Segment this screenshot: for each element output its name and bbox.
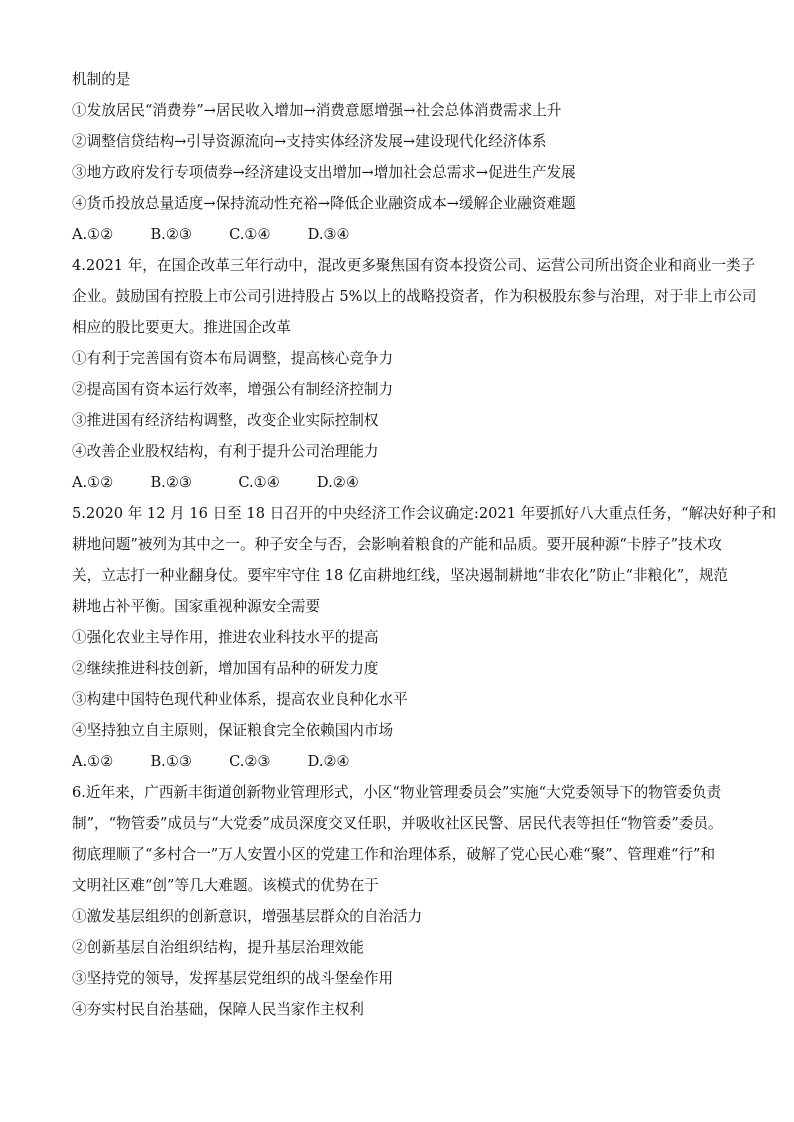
document-page — [72, 64, 777, 1025]
answer-item: ①激发基层组织的创新意识，增强基层群众的自治活力 — [72, 908, 423, 925]
question-stem-tail: 机制的是 — [72, 71, 131, 88]
answer-item: ③地方政府发行专项债券→经济建设支出增加→增加社会总需求→促进生产发展 — [72, 164, 576, 181]
answer-item: ②继续推进科技创新，增加国有品种的研发力度 — [72, 660, 379, 677]
answer-item: ③构建中国特色现代种业体系，提高农业良种化水平 — [72, 691, 408, 708]
answer-item: ②调整信贷结构→引导资源流向→支持实体经济发展→建设现代化经济体系 — [72, 133, 547, 150]
question-stem-line: 制”，“物管委”成员与“大党委”成员深度交叉任职，并吸收社区民警、居民代表等担任“物管委”委员。 — [72, 815, 723, 832]
answer-options: A.①② B.②③ C.①④ D.②④ — [72, 474, 359, 491]
answer-options: A.①② B.②③ C.①④ D.③④ — [72, 226, 350, 243]
question-stem-line: 耕地占补平衡。国家重视种源安全需要 — [72, 598, 321, 615]
question-stem-line: 4.2021 年，在国企改革三年行动中，混改更多聚焦国有资本投资公司、运营公司所出资企业和商业一类子 — [72, 257, 756, 274]
question-stem-line: 耕地问题”被列为其中之一。种子安全与否，会影响着粮食的产能和品质。要开展种源“卡脖子”技术攻 — [72, 536, 722, 553]
answer-item: ②创新基层自治组织结构，提升基层治理效能 — [72, 939, 364, 956]
answer-item: ④改善企业股权结构，有利于提升公司治理能力 — [72, 443, 379, 460]
answer-item: ④夯实村民自治基础，保障人民当家作主权利 — [72, 1001, 364, 1018]
answer-item: ①发放居民“消费券”→居民收入增加→消费意愿增强→社会总体消费需求上升 — [72, 102, 562, 119]
question-stem-line: 6.近年来，广西新丰街道创新物业管理形式，小区“物业管理委员会”实施“大党委领导下的物管委负责 — [72, 784, 722, 801]
answer-item: ③坚持党的领导，发挥基层党组织的战斗堡垒作用 — [72, 970, 394, 987]
question-stem-line: 相应的股比要更大。推进国企改革 — [72, 319, 291, 336]
question-stem-line: 关，立志打一种业翻身仗。要牢牢守住 18 亿亩耕地红线，坚决遏制耕地“非农化”防止“非粮化”，规范 — [72, 567, 729, 584]
question-6 — [72, 777, 732, 1025]
question-stem-line: 5.2020 年 12 月 16 日至 18 日召开的中央经济工作会议确定:2021 年要抓好八大重点任务，“解决好种子和 — [72, 505, 777, 522]
question-3 — [72, 64, 732, 250]
answer-item: ④货币投放总量适度→保持流动性充裕→降低企业融资成本→缓解企业融资难题 — [72, 195, 576, 212]
question-5 — [72, 498, 777, 777]
question-stem-line: 彻底理顺了“多村合一”万人安置小区的党建工作和治理体系，破解了党心民心难“聚”、管理难“行”和 — [72, 846, 716, 863]
answer-item: ①强化农业主导作用，推进农业科技水平的提高 — [72, 629, 379, 646]
answer-item: ①有利于完善国有资本布局调整，提高核心竞争力 — [72, 350, 394, 367]
question-stem-line: 企业。鼓励国有控股上市公司引进持股占 5%以上的战略投资者，作为积极股东参与治理，对于非上市公司 — [72, 288, 757, 305]
question-4 — [72, 250, 757, 498]
answer-item: ②提高国有资本运行效率，增强公有制经济控制力 — [72, 381, 394, 398]
answer-options: A.①② B.①③ C.②③ D.②④ — [72, 753, 350, 770]
question-stem-line: 文明社区难“创”等几大难题。该模式的优势在于 — [72, 877, 379, 894]
answer-item: ③推进国有经济结构调整，改变企业实际控制权 — [72, 412, 379, 429]
answer-item: ④坚持独立自主原则，保证粮食完全依赖国内市场 — [72, 722, 394, 739]
